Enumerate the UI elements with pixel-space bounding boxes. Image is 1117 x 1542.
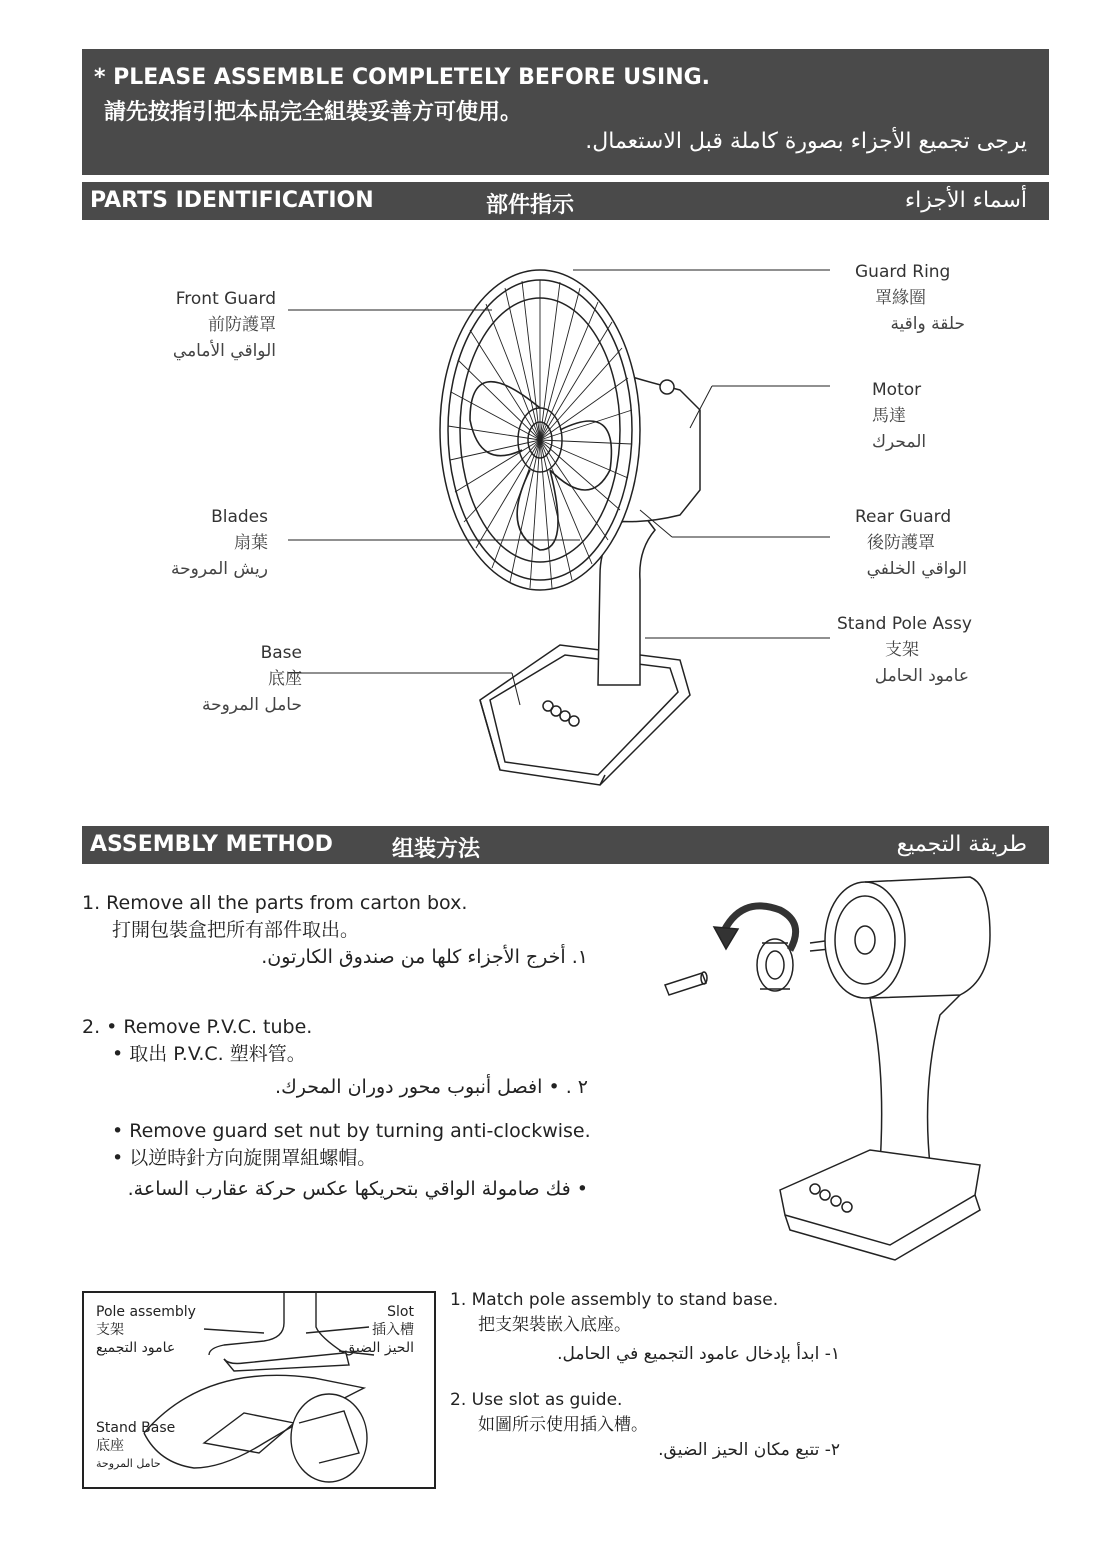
motor-nut-diagram [640, 865, 1040, 1265]
label-stand-pole [837, 611, 977, 689]
step-a-2a [82, 1014, 602, 1101]
box-pole-en: Pole assembly [96, 1304, 196, 1320]
blades-ar: ريش المروحة [171, 559, 268, 579]
guard-ring-zh: 罩緣圈 [875, 288, 926, 308]
rear-guard-ar: الواقي الخلفي [866, 559, 967, 579]
guard-ring-ar: حلقة واقية [890, 314, 965, 334]
warning-chinese: 請先按指引把本品完全組裝妥善方可使用。 [104, 100, 523, 125]
label-motor [872, 377, 962, 455]
box-slot-zh: 插入槽 [372, 1322, 414, 1338]
step-a-2b-ar: • فك صامولة الواقي بتحريكها عكس حركة عقارب الساعة. [127, 1178, 588, 1200]
rear-guard-en: Rear Guard [855, 507, 952, 527]
step-a-1-en: 1. Remove all the parts from carton box. [82, 892, 468, 914]
pole-base-diagram-box [82, 1291, 436, 1489]
assembly-heading-english: ASSEMBLY METHOD [90, 832, 333, 857]
box-label-pole [96, 1303, 196, 1357]
parts-heading-english: PARTS IDENTIFICATION [90, 188, 374, 213]
box-pole-zh: 支架 [96, 1322, 124, 1338]
rear-guard-zh: 後防護罩 [867, 533, 935, 553]
step-b-2-en: 2. Use slot as guide. [450, 1390, 623, 1410]
box-pole-ar: عامود التجميع [96, 1340, 176, 1356]
base-ar: حامل المروحة [201, 695, 302, 715]
assembly-section-header [82, 826, 1049, 864]
base-en: Base [260, 643, 302, 663]
front-guard-zh: 前防護罩 [208, 315, 276, 335]
step-b-1-ar: ١- ابدأ بإدخال عامود التجميع في الحامل. [557, 1344, 840, 1364]
box-base-zh: 底座 [96, 1438, 124, 1454]
base-zh: 底座 [268, 669, 302, 689]
step-b-2-zh: 如圖所示使用插入槽。 [478, 1415, 648, 1435]
step-a-1-zh: 打開包裝盒把所有部件取出。 [112, 919, 360, 941]
step-b-2-ar: ٢- تتبع مكان الحيز الضيق. [658, 1440, 840, 1460]
step-b-2 [450, 1388, 840, 1463]
warning-banner [82, 49, 1049, 175]
box-base-en: Stand Base [96, 1420, 176, 1436]
step-a-2a-zh: • 取出 P.V.C. 塑料管。 [112, 1043, 306, 1065]
step-b-1-en: 1. Match pole assembly to stand base. [450, 1290, 779, 1310]
box-label-slot [344, 1303, 414, 1357]
label-base [140, 640, 302, 718]
step-a-2b-en: • Remove guard set nut by turning anti-clockwise. [112, 1120, 591, 1142]
motor-en: Motor [872, 380, 922, 400]
parts-heading-chinese: 部件指示 [486, 193, 575, 218]
front-guard-en: Front Guard [175, 289, 276, 309]
step-a-2b [112, 1118, 602, 1203]
warning-english: * PLEASE ASSEMBLE COMPLETELY BEFORE USING. [94, 65, 711, 90]
box-label-stand-base [96, 1419, 175, 1473]
stand-pole-ar: عامود الحامل [874, 666, 969, 686]
blades-en: Blades [211, 507, 268, 527]
parts-heading-arabic: أسماء الأجزاء [904, 188, 1027, 213]
step-a-2a-en: 2. • Remove P.V.C. tube. [82, 1016, 313, 1038]
box-base-ar: حامل المروحة [96, 1457, 161, 1470]
label-rear-guard [855, 504, 967, 582]
step-a-2b-zh: • 以逆時針方向旋開罩組螺帽。 [112, 1147, 377, 1169]
assembly-heading-arabic: طريقة التجميع [896, 832, 1027, 857]
motor-ar: المحرك [872, 432, 927, 452]
stand-pole-zh: 支架 [885, 640, 919, 660]
parts-section-header [82, 182, 1049, 220]
step-b-1-zh: 把支架裝嵌入底座。 [478, 1315, 631, 1335]
label-guard-ring [855, 259, 965, 337]
label-front-guard [140, 286, 276, 364]
step-a-1-ar: ١. أخرج الأجزاء كلها من صندوق الكارتون. [261, 946, 588, 968]
blades-zh: 扇葉 [234, 533, 268, 553]
label-blades [140, 504, 268, 582]
stand-pole-en: Stand Pole Assy [837, 614, 972, 634]
step-b-1 [450, 1288, 840, 1367]
guard-ring-en: Guard Ring [855, 262, 951, 282]
box-slot-en: Slot [387, 1304, 414, 1320]
step-a-1 [82, 890, 602, 971]
warning-arabic: يرجى تجميع الأجزاء بصورة كاملة قبل الاستعمال. [585, 129, 1027, 154]
front-guard-ar: الواقي الأمامي [172, 341, 276, 361]
assembly-heading-chinese: 组装方法 [392, 837, 481, 862]
step-a-2a-ar: ٢ . • افصل أنبوب محور دوران المحرك. [275, 1076, 588, 1098]
box-slot-ar: الحيز الضيق [344, 1340, 414, 1356]
motor-zh: 馬達 [872, 406, 906, 426]
